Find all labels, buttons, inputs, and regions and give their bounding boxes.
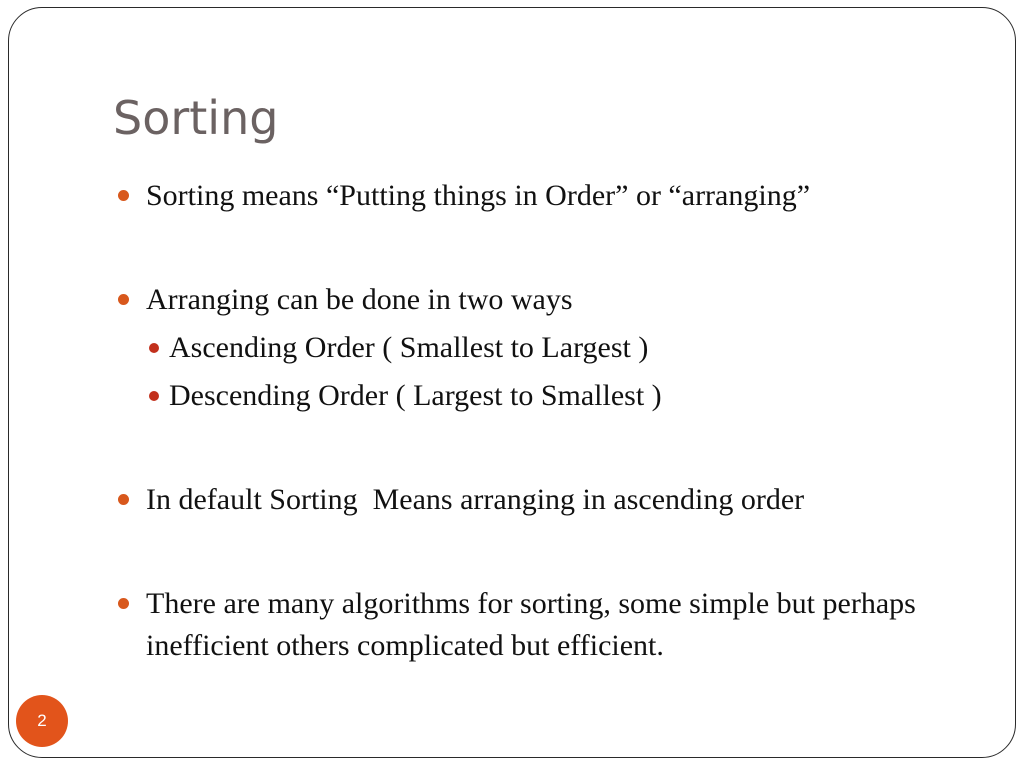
bullet-dot-icon xyxy=(118,494,129,505)
page-number-badge xyxy=(16,695,68,747)
bullet-text: In default Sorting Means arranging in ascending order xyxy=(146,483,805,516)
bullet-item xyxy=(115,583,975,667)
bullet-item xyxy=(115,175,975,217)
bullet-dot-icon xyxy=(118,190,129,201)
sub-bullet-text: Ascending Order ( Smallest to Largest ) xyxy=(169,331,649,364)
slide-title: Sorting xyxy=(113,91,279,145)
sub-bullet-text: Descending Order ( Largest to Smallest ) xyxy=(169,379,662,412)
sub-bullet-item xyxy=(145,375,975,417)
bullet-item xyxy=(115,479,975,521)
bullet-item xyxy=(115,279,975,321)
bullet-text: There are many algorithms for sorting, some simple but perhaps inefficient others complicated but efficient. xyxy=(146,587,916,662)
bullet-list xyxy=(115,175,975,667)
bullet-text: Arranging can be done in two ways xyxy=(146,283,573,316)
slide xyxy=(8,7,1016,758)
sub-bullet-item xyxy=(145,327,975,369)
sub-bullet-dot-icon xyxy=(149,391,159,401)
bullet-dot-icon xyxy=(118,598,129,609)
sub-bullet-dot-icon xyxy=(149,343,159,353)
bullet-text: Sorting means “Putting things in Order” or “arranging” xyxy=(146,179,811,212)
page-number: 2 xyxy=(37,711,47,730)
bullet-dot-icon xyxy=(118,294,129,305)
